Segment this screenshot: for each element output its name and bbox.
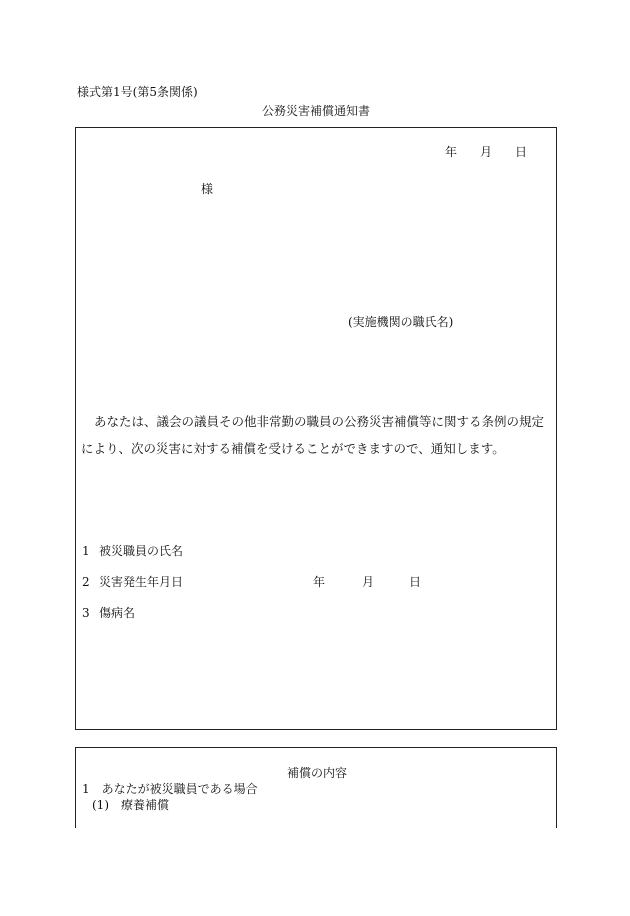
item-number: 3: [82, 606, 90, 620]
item-label: 被災職員の氏名: [99, 544, 184, 558]
item-number: 1: [82, 544, 90, 558]
compensation-item-1: 1 あなたが被災職員である場合: [82, 782, 258, 796]
incident-month-label: 月: [362, 575, 375, 589]
form-number: 様式第1号(第5条関係): [77, 85, 198, 99]
year-label: 年: [445, 145, 458, 159]
item-number: 2: [82, 575, 90, 589]
issuer-title: (実施機関の職氏名): [348, 315, 454, 329]
compensation-heading: 補償の内容: [287, 766, 348, 780]
notice-body: あなたは、議会の議員その他非常勤の職員の公務災害補償等に関する条例の規定により、次の災害に対する補償を受けることができますので、通知します。: [81, 414, 545, 456]
incident-day-label: 日: [409, 575, 422, 589]
addressee-suffix: 様: [201, 182, 214, 196]
day-label: 日: [515, 145, 528, 159]
compensation-sub-1: (1) 療養補償: [92, 798, 169, 812]
incident-year-label: 年: [313, 575, 326, 589]
month-label: 月: [480, 145, 493, 159]
item-label: 傷病名: [99, 606, 136, 620]
document-title: 公務災害補償通知書: [262, 104, 371, 118]
item-label: 災害発生年月日: [99, 575, 184, 589]
